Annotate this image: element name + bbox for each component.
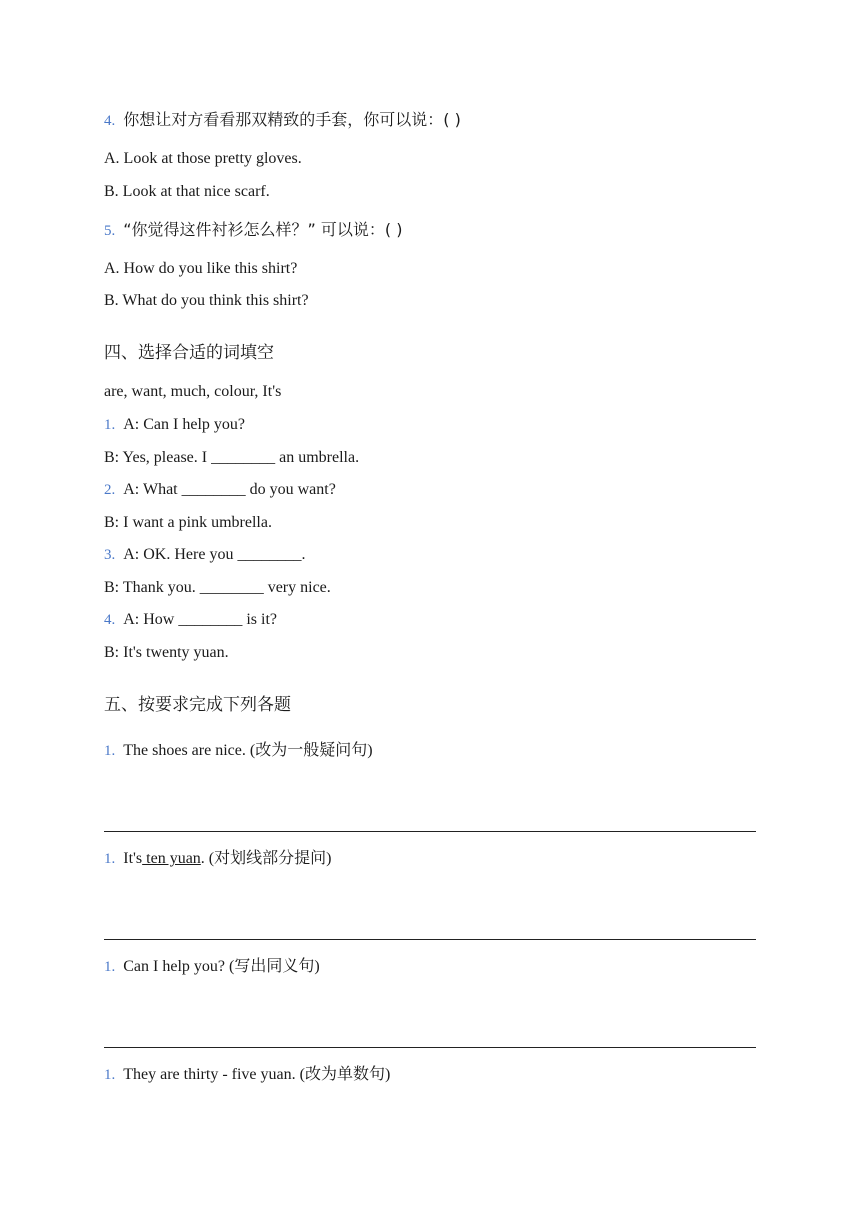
close-paren: ) [384, 1066, 391, 1083]
question-number: 1. [104, 417, 116, 433]
question-number: 1. [104, 959, 116, 975]
answer-line[interactable] [104, 1047, 756, 1048]
transform-question-2 [104, 848, 331, 869]
close-paren: ) [367, 742, 373, 759]
answer-line[interactable] [104, 939, 756, 940]
fill-item-4-b: B: It's twenty yuan. [104, 644, 229, 661]
question-4 [104, 110, 461, 131]
transform-question-3 [104, 956, 320, 977]
question-instruction: 改为一般疑问句 [255, 740, 368, 759]
close-paren: ) [314, 958, 320, 975]
question-instruction: 对划线部分提问 [214, 848, 327, 867]
option-b: B. What do you think this shirt? [104, 292, 309, 309]
question-number: 2. [104, 482, 116, 498]
transform-question-1 [104, 740, 373, 761]
option-b: B. Look at that nice scarf. [104, 183, 270, 200]
question-text-en: Can I help you? ( [123, 958, 235, 975]
close-paren: ) [326, 850, 332, 867]
question-5 [104, 220, 403, 241]
question-number: 1. [104, 743, 116, 759]
fill-item-1-b: B: Yes, please. I ________ an umbrella. [104, 449, 360, 466]
fill-item-2-a [104, 480, 336, 500]
question-text-post: . ( [200, 850, 215, 867]
dialogue-line: A: What ________ do you want? [123, 481, 336, 498]
fill-item-3-a [104, 545, 305, 565]
dialogue-line: A: OK. Here you ________. [123, 546, 306, 563]
dialogue-line: A: How ________ is it? [123, 611, 278, 628]
answer-line[interactable] [104, 831, 756, 832]
question-instruction: 改为单数句 [304, 1064, 385, 1083]
question-text-en: The shoes are nice. ( [123, 742, 256, 759]
fill-item-4-a [104, 610, 277, 630]
question-instruction: 写出同义句 [234, 956, 315, 975]
question-text-pre: It's [123, 850, 143, 867]
question-text: 你想让对方看看那双精致的手套，你可以说：( ) [123, 110, 461, 129]
question-text-en: They are thirty - five yuan. ( [123, 1066, 305, 1083]
option-a: A. How do you like this shirt? [104, 260, 298, 277]
fill-item-2-b: B: I want a pink umbrella. [104, 514, 272, 531]
question-text: “你觉得这件衬衫怎么样？” 可以说：( ) [123, 220, 403, 239]
word-bank: are, want, much, colour, It's [104, 383, 282, 400]
fill-item-3-b: B: Thank you. ________ very nice. [104, 579, 331, 596]
transform-question-4 [104, 1064, 390, 1085]
question-number: 5. [104, 223, 116, 239]
fill-item-1-a [104, 415, 245, 435]
question-number: 1. [104, 851, 116, 867]
section-5-heading: 五、按要求完成下列各题 [104, 695, 291, 715]
question-number: 4. [104, 612, 116, 628]
section-4-heading: 四、选择合适的词填空 [104, 343, 274, 363]
question-number: 3. [104, 547, 116, 563]
option-a: A. Look at those pretty gloves. [104, 150, 302, 167]
dialogue-line: A: Can I help you? [123, 416, 245, 433]
question-number: 1. [104, 1067, 116, 1083]
underlined-phrase: ten yuan [142, 850, 201, 867]
question-number: 4. [104, 113, 116, 129]
